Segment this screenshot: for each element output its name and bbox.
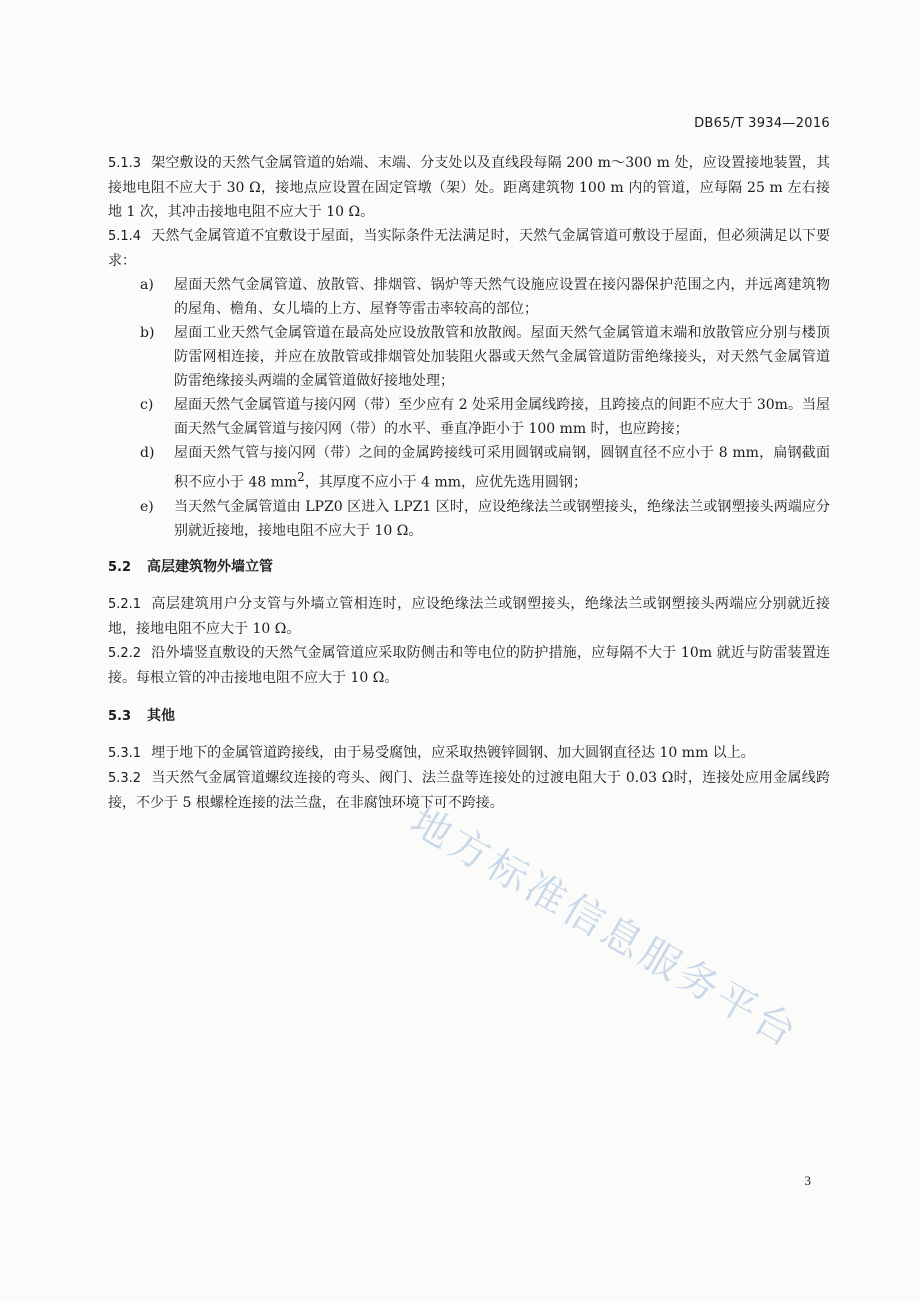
item-text-continued: ，其厚度不应小于 4 mm，应优先选用圆钢； (304, 474, 588, 491)
list-item (108, 321, 830, 393)
clause-5-1-4 (108, 224, 830, 273)
clause-text: 沿外墙竖直敷设的天然气金属管道应采取防侧击和等电位的防护措施，应每隔不大于 10m 就近与防雷装置连接。每根立管的冲击接地电阻不应大于 10 Ω。 (108, 644, 830, 686)
clause-text: 天然气金属管道不宜敷设于屋面，当实际条件无法满足时，天然气金属管道可敷设于屋面，但必须满足以下要求： (108, 228, 830, 269)
item-marker: b) (140, 325, 155, 341)
clause-text: 架空敷设的天然气金属管道的始端、末端、分支处以及直线段每隔 200 m～300 m 处，应设置接地装置，其接地电阻不应大于 30 Ω，接地点应设置在固定管墩（架）处。距离建筑物 100 m 内的管道，应每隔 25 m 左右接地 1 次，其冲击接地电阻不应大于 10 Ω。 (108, 155, 830, 220)
section-number: 5.2 (108, 559, 132, 575)
clause-text: 当天然气金属管道螺纹连接的弯头、阀门、法兰盘等连接处的过渡电阻大于 0.03 Ω时，连接处应用金属线跨接，不少于 5 根螺栓连接的法兰盘，在非腐蚀环境下可不跨接。 (108, 769, 830, 811)
clause-5-2-1 (108, 592, 830, 641)
list-item (108, 273, 830, 321)
item-text: 当天然气金属管道由 LPZ0 区进入 LPZ1 区时，应设绝缘法兰或钢塑接头，绝缘法兰或钢塑接头两端应分别就近接地，接地电阻不应大于 10 Ω。 (174, 498, 830, 539)
clause-number: 5.3.2 (108, 770, 142, 786)
superscript: 2 (297, 470, 305, 484)
clause-number: 5.3.1 (108, 745, 142, 761)
clause-number: 5.2.2 (108, 645, 142, 661)
clause-5-3-2 (108, 766, 830, 815)
clause-number: 5.2.1 (108, 596, 142, 612)
clause-number: 5.1.4 (108, 229, 142, 244)
item-marker: a) (140, 277, 154, 293)
item-text: 屋面工业天然气金属管道在最高处应设放散管和放散阀。屋面天然气金属管道末端和放散管应分别与楼顶防雷网相连接，并应在放散管或排烟管处加装阻火器或天然气金属管道防雷绝缘接头，对天然气金属管道防雷绝缘接头两端的金属管道做好接地处理； (174, 325, 830, 389)
page-number: 3 (804, 1173, 811, 1188)
document-code: DB65/T 3934—2016 (694, 116, 830, 131)
requirement-list (108, 273, 830, 543)
clause-text: 埋于地下的金属管道跨接线，由于易受腐蚀，应采取热镀锌圆钢、加大圆钢直径达 10 mm 以上。 (151, 744, 755, 761)
item-text: 屋面天然气金属管道与接闪网（带）至少应有 2 处采用金属线跨接，且跨接点的间距不应大于 30m。当屋面天然气金属管道与接闪网（带）的水平、垂直净距小于 100 mm 时，也应跨接； (174, 397, 830, 437)
clause-5-3-1 (108, 741, 830, 766)
item-marker: d) (140, 445, 155, 461)
item-marker: c) (140, 397, 154, 413)
list-item (108, 393, 830, 441)
clause-5-1-3 (108, 151, 830, 224)
content-body (108, 151, 830, 815)
section-heading-5-3 (108, 704, 830, 729)
section-title: 其他 (147, 707, 176, 724)
section-heading-5-2 (108, 555, 830, 580)
clause-text: 高层建筑用户分支管与外墙立管相连时，应设绝缘法兰或钢塑接头，绝缘法兰或钢塑接头两端应分别就近接地，接地电阻不应大于 10 Ω。 (108, 595, 830, 637)
list-item (108, 495, 830, 543)
clause-number: 5.1.3 (108, 156, 142, 171)
watermark: 地方标准信息服务平台 (402, 797, 807, 1058)
item-marker: e) (140, 498, 154, 515)
section-title: 高层建筑物外墙立管 (147, 558, 274, 575)
item-text: 屋面天然气金属管道、放散管、排烟管、锅炉等天然气设施应设置在接闪器保护范围之内，并远离建筑物的屋角、檐角、女儿墙的上方、屋脊等雷击率较高的部位； (174, 277, 830, 317)
clause-5-2-2 (108, 641, 830, 690)
section-number: 5.3 (108, 708, 132, 724)
list-item (108, 441, 830, 495)
item-text: 屋面天然气管与接闪网（带）之间的金属跨接线可采用圆钢或扁钢，圆钢直径不应小于 8 mm，扁钢截面积不应小于 48 mm (174, 445, 830, 491)
